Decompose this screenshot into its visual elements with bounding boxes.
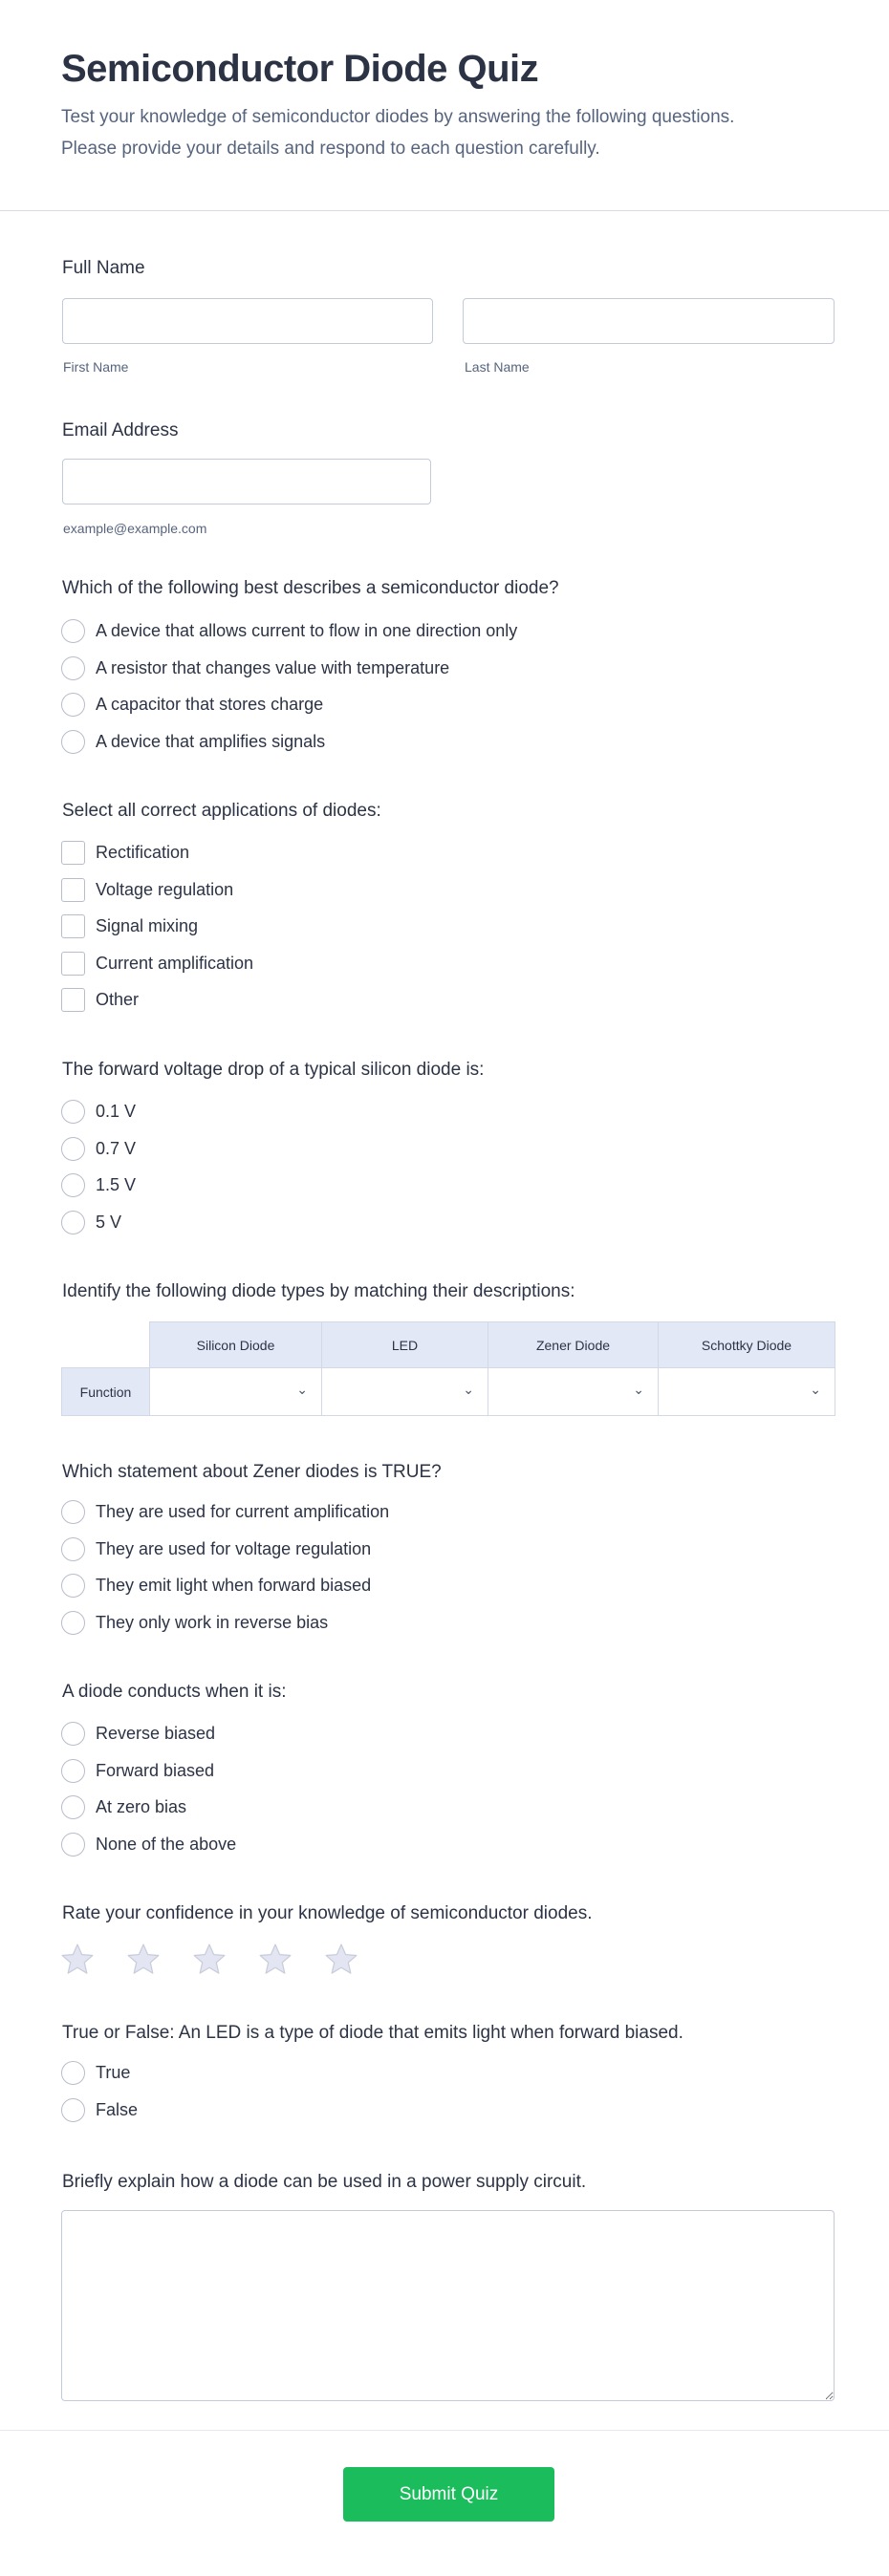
radio-button[interactable]	[61, 1500, 85, 1524]
radio-button[interactable]	[61, 2098, 85, 2122]
q2-option[interactable]	[61, 988, 139, 1012]
full-name-label: Full Name	[62, 258, 145, 278]
first-name-hint: First Name	[63, 359, 129, 375]
radio-button[interactable]	[61, 1833, 85, 1857]
last-name-input[interactable]	[463, 298, 835, 344]
q6-label: A diode conducts when it is:	[62, 1682, 287, 1702]
checkbox[interactable]	[61, 841, 85, 865]
q6-option[interactable]	[61, 1833, 236, 1857]
page-title: Semiconductor Diode Quiz	[61, 48, 539, 90]
option-label: 1.5 V	[96, 1175, 137, 1195]
checkbox[interactable]	[61, 988, 85, 1012]
subtitle-line: Please provide your details and respond to each question carefully.	[61, 139, 600, 159]
checkbox[interactable]	[61, 878, 85, 902]
option-label: None of the above	[96, 1834, 237, 1854]
radio-button[interactable]	[61, 693, 85, 717]
q5-option[interactable]	[61, 1574, 371, 1598]
explanation-textarea[interactable]	[61, 2210, 835, 2401]
matching-table	[61, 1321, 835, 1416]
column-header: Schottky Diode	[659, 1322, 835, 1368]
email-label: Email Address	[62, 420, 179, 440]
radio-button[interactable]	[61, 1537, 85, 1561]
option-label: At zero bias	[96, 1797, 187, 1817]
row-header: Function	[62, 1368, 150, 1416]
radio-button[interactable]	[61, 1795, 85, 1819]
column-header: Zener Diode	[488, 1322, 659, 1368]
star-icon[interactable]	[257, 1942, 293, 1978]
star-icon[interactable]	[323, 1942, 359, 1978]
radio-button[interactable]	[61, 730, 85, 754]
checkbox[interactable]	[61, 914, 85, 938]
q5-option[interactable]	[61, 1611, 328, 1635]
q5-label: Which statement about Zener diodes is TRUE?	[62, 1462, 442, 1482]
radio-button[interactable]	[61, 1574, 85, 1598]
q5-option[interactable]	[61, 1537, 371, 1561]
subtitle-line: Test your knowledge of semiconductor diodes by answering the following questions.	[61, 107, 735, 127]
option-label: Forward biased	[96, 1760, 215, 1780]
option-label: False	[96, 2099, 139, 2119]
q7-option[interactable]	[61, 2098, 138, 2122]
radio-button[interactable]	[61, 1211, 85, 1234]
option-label: Rectification	[96, 843, 190, 862]
q5-option[interactable]	[61, 1500, 389, 1524]
option-label: 0.1 V	[96, 1102, 137, 1121]
option-label: They only work in reverse bias	[96, 1612, 329, 1632]
radio-button[interactable]	[61, 656, 85, 680]
option-label: A capacitor that stores charge	[96, 695, 324, 715]
q7-option[interactable]	[61, 2061, 130, 2085]
q2-option[interactable]	[61, 914, 198, 938]
q7-label: True or False: An LED is a type of diode that emits light when forward biased.	[62, 2023, 683, 2043]
option-label: A device that allows current to flow in one direction only	[96, 621, 518, 640]
option-label: Other	[96, 990, 140, 1010]
option-label: Signal mixing	[96, 916, 199, 936]
submit-button[interactable]: Submit Quiz	[343, 2467, 554, 2522]
q3-option[interactable]	[61, 1100, 136, 1124]
radio-button[interactable]	[61, 1759, 85, 1783]
rating-label: Rate your confidence in your knowledge of semiconductor diodes.	[62, 1903, 593, 1923]
option-label: True	[96, 2063, 131, 2082]
q6-option[interactable]	[61, 1759, 214, 1783]
option-label: They are used for current amplification	[96, 1502, 390, 1521]
q8-label: Briefly explain how a diode can be used in a power supply circuit.	[62, 2172, 587, 2192]
q6-option[interactable]	[61, 1722, 215, 1746]
footer-divider	[0, 2430, 889, 2431]
radio-button[interactable]	[61, 1173, 85, 1197]
star-icon[interactable]	[125, 1942, 162, 1978]
q6-option[interactable]	[61, 1795, 186, 1819]
silicon-diode-select[interactable]	[150, 1368, 322, 1416]
q1-option[interactable]	[61, 730, 325, 754]
q1-label: Which of the following best describes a semiconductor diode?	[62, 578, 559, 598]
q2-option[interactable]	[61, 841, 189, 865]
star-icon[interactable]	[191, 1942, 228, 1978]
chevron-down-icon: ⌄	[633, 1382, 644, 1397]
option-label: Reverse biased	[96, 1724, 216, 1743]
column-header: Silicon Diode	[150, 1322, 322, 1368]
chevron-down-icon: ⌄	[810, 1382, 821, 1397]
q2-label: Select all correct applications of diodes:	[62, 801, 381, 821]
last-name-hint: Last Name	[465, 359, 530, 375]
radio-button[interactable]	[61, 1100, 85, 1124]
option-label: Current amplification	[96, 953, 254, 973]
option-label: 5 V	[96, 1212, 122, 1232]
radio-button[interactable]	[61, 619, 85, 643]
first-name-input[interactable]	[62, 298, 433, 344]
zener-diode-select[interactable]	[488, 1368, 659, 1416]
corner-cell	[62, 1322, 150, 1368]
q3-label: The forward voltage drop of a typical silicon diode is:	[62, 1060, 485, 1080]
q4-label: Identify the following diode types by matching their descriptions:	[62, 1281, 575, 1301]
email-input[interactable]	[62, 459, 431, 504]
chevron-down-icon: ⌄	[296, 1382, 308, 1397]
q2-option[interactable]	[61, 878, 233, 902]
page-subtitle	[61, 101, 864, 164]
option-label: 0.7 V	[96, 1138, 137, 1158]
q3-option[interactable]	[61, 1211, 121, 1234]
schottky-diode-select[interactable]	[659, 1368, 835, 1416]
radio-button[interactable]	[61, 2061, 85, 2085]
header-divider	[0, 210, 889, 211]
option-label: They are used for voltage regulation	[96, 1538, 372, 1558]
option-label: A device that amplifies signals	[96, 731, 326, 751]
email-hint: example@example.com	[63, 521, 207, 536]
radio-button[interactable]	[61, 1611, 85, 1635]
q2-option[interactable]	[61, 952, 253, 976]
q1-option[interactable]	[61, 656, 449, 680]
star-icon[interactable]	[59, 1942, 96, 1978]
radio-button[interactable]	[61, 1137, 85, 1161]
q1-option[interactable]	[61, 693, 323, 717]
option-label: A resistor that changes value with temperature	[96, 657, 450, 677]
q1-option[interactable]	[61, 619, 517, 643]
chevron-down-icon: ⌄	[463, 1382, 474, 1397]
led-select[interactable]	[322, 1368, 488, 1416]
q3-option[interactable]	[61, 1137, 136, 1161]
option-label: Voltage regulation	[96, 879, 234, 899]
star-rating	[59, 1942, 359, 1978]
checkbox[interactable]	[61, 952, 85, 976]
option-label: They emit light when forward biased	[96, 1576, 372, 1596]
radio-button[interactable]	[61, 1722, 85, 1746]
q3-option[interactable]	[61, 1173, 136, 1197]
column-header: LED	[322, 1322, 488, 1368]
